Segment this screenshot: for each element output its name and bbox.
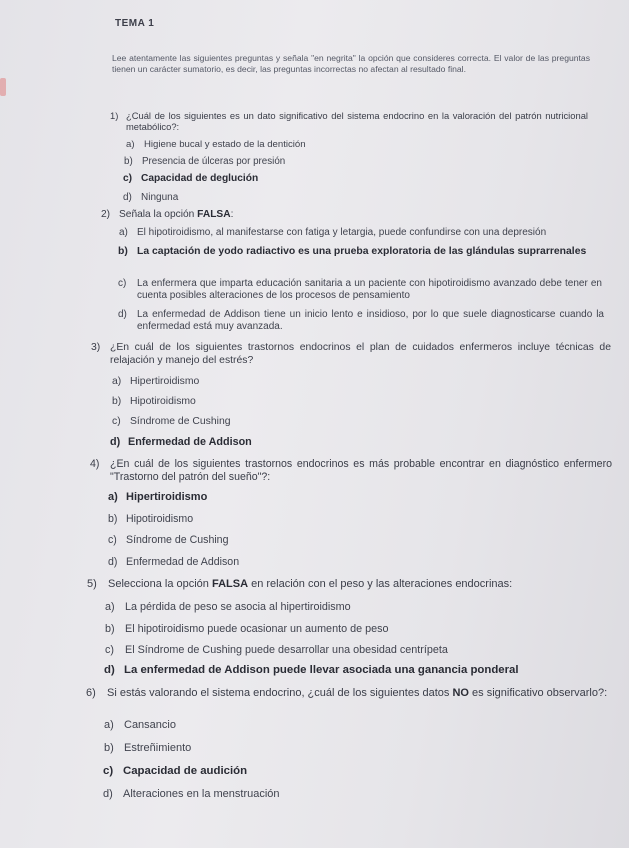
option-6a (104, 719, 176, 731)
question-text-before: Selecciona la opción (108, 578, 212, 590)
option-letter: d) (123, 192, 132, 203)
question-6 (86, 687, 624, 701)
option-6b (104, 742, 191, 754)
option-text: La enfermedad de Addison puede llevar asociada una ganancia ponderal (124, 664, 519, 676)
question-5 (87, 578, 617, 590)
option-letter: a) (104, 719, 114, 731)
option-letter: d) (110, 436, 121, 448)
page-title: TEMA 1 (115, 18, 155, 29)
question-text-after: en relación con el peso y las alteraciones endocrinas: (248, 578, 513, 590)
option-text: La pérdida de peso se asocia al hipertiroidismo (125, 601, 351, 613)
question-text-before: Si estás valorando el sistema endocrino, ¿cuál de los siguientes datos (107, 687, 453, 699)
option-2d (118, 309, 604, 333)
option-letter: d) (103, 788, 113, 800)
option-letter: d) (108, 556, 118, 568)
option-3c (112, 416, 231, 428)
option-text: Ninguna (141, 192, 179, 203)
option-text: Enfermedad de Addison (126, 556, 240, 568)
question-number: 2) (101, 209, 111, 220)
question-number: 4) (90, 458, 100, 470)
option-letter: c) (103, 765, 114, 777)
question-number: 5) (87, 578, 97, 590)
question-text-emphasis: NO (452, 687, 469, 699)
option-letter: a) (112, 376, 122, 387)
option-letter: c) (108, 534, 117, 546)
option-1b (124, 156, 285, 168)
question-number: 6) (86, 687, 96, 699)
option-text: Higiene bucal y estado de la dentición (144, 139, 306, 150)
option-letter: d) (118, 309, 127, 320)
option-letter: a) (105, 601, 115, 613)
option-2c (118, 278, 602, 302)
option-text: Presencia de úlceras por presión (142, 156, 286, 167)
option-letter: b) (112, 396, 122, 407)
option-letter: c) (112, 416, 121, 427)
option-letter: a) (119, 227, 128, 238)
option-text: El Síndrome de Cushing puede desarrollar una obesidad centrípeta (125, 644, 448, 656)
option-text: Hipertiroidismo (126, 491, 208, 503)
option-letter: a) (108, 491, 118, 503)
option-letter: b) (124, 156, 133, 167)
option-1a (126, 139, 306, 151)
option-5a (105, 601, 351, 613)
question-text-emphasis: FALSA (211, 578, 249, 590)
option-5b (105, 623, 389, 635)
question-text-after: es significativo observarlo?: (468, 687, 608, 699)
option-6c (103, 765, 247, 777)
option-6d (103, 788, 280, 800)
question-number: 3) (91, 342, 101, 353)
option-3d (110, 436, 252, 448)
option-text: La enfermera que imparta educación sanitaria a un paciente con hipotiroidismo avanzado debe tener en cuenta posibles alteraciones de los procesos de pensamiento (137, 278, 602, 301)
option-text: El hipotiroidismo, al manifestarse con fatiga y letargia, puede confundirse con una depresión (137, 227, 547, 238)
page-edge-mark (0, 78, 6, 96)
option-4c (108, 534, 228, 546)
question-text-after: : (230, 209, 234, 220)
option-letter: b) (104, 742, 114, 754)
option-text: La enfermedad de Addison tiene un inicio lento e insidioso, por lo que suele diagnosticarse cuando la enfermedad está muy avanzada. (137, 309, 604, 332)
option-2b (118, 246, 600, 258)
question-text: ¿Cuál de los siguientes es un dato significativo del sistema endocrino en la valoración del patrón nutricional metabólico?: (126, 110, 588, 132)
option-3a (112, 376, 199, 388)
option-4d (108, 556, 239, 568)
option-letter: b) (118, 246, 128, 257)
option-text: Hipotiroidismo (130, 396, 196, 407)
question-text-emphasis: FALSA (197, 209, 231, 220)
question-2 (101, 209, 591, 221)
instructions: Lee atentamente las siguientes preguntas y señala "en negrita" la opción que consideres correcta. El valor de las preguntas tienen un carácter sumatorio, es decir, las preguntas incorrectas no afectan al resultado final. (112, 53, 590, 74)
option-2a (119, 227, 546, 239)
question-text: ¿En cuál de los siguientes trastornos endocrinos el plan de cuidados enfermeros incluye técnicas de relajación y manejo del estrés? (110, 342, 611, 366)
option-text: Capacidad de deglución (141, 173, 259, 184)
option-1c (123, 173, 258, 185)
option-text: La captación de yodo radiactivo es una prueba exploratoria de las glándulas suprarrenales (137, 246, 587, 257)
option-letter: b) (108, 513, 118, 525)
question-1 (110, 110, 590, 132)
question-4 (90, 458, 612, 484)
option-text: Síndrome de Cushing (126, 534, 229, 546)
question-number: 1) (110, 110, 119, 121)
option-text: Alteraciones en la menstruación (123, 788, 280, 800)
option-1d (123, 192, 178, 204)
option-4a (108, 491, 207, 503)
option-text: El hipotiroidismo puede ocasionar un aumento de peso (125, 623, 389, 635)
option-letter: b) (105, 623, 115, 635)
question-3 (91, 342, 611, 367)
option-text: Hipotiroidismo (126, 513, 194, 525)
option-letter: d) (104, 664, 115, 676)
option-text: Síndrome de Cushing (130, 416, 231, 427)
option-letter: c) (105, 644, 114, 656)
option-text: Cansancio (124, 719, 176, 731)
option-letter: a) (126, 139, 135, 150)
option-letter: c) (118, 278, 127, 289)
option-text: Hipertiroidismo (130, 376, 200, 387)
option-text: Estreñimiento (124, 742, 192, 754)
option-5d (104, 664, 519, 676)
option-text: Capacidad de audición (123, 765, 248, 777)
option-4b (108, 513, 193, 525)
option-5c (105, 644, 448, 656)
option-text: Enfermedad de Addison (128, 436, 252, 448)
question-text-before: Señala la opción (119, 209, 198, 220)
option-3b (112, 396, 196, 408)
option-letter: c) (123, 173, 133, 184)
question-text: ¿En cuál de los siguientes trastornos endocrinos es más probable encontrar en diagnóstico enfermero "Trastorno del patrón del sueño"?: (110, 458, 612, 483)
